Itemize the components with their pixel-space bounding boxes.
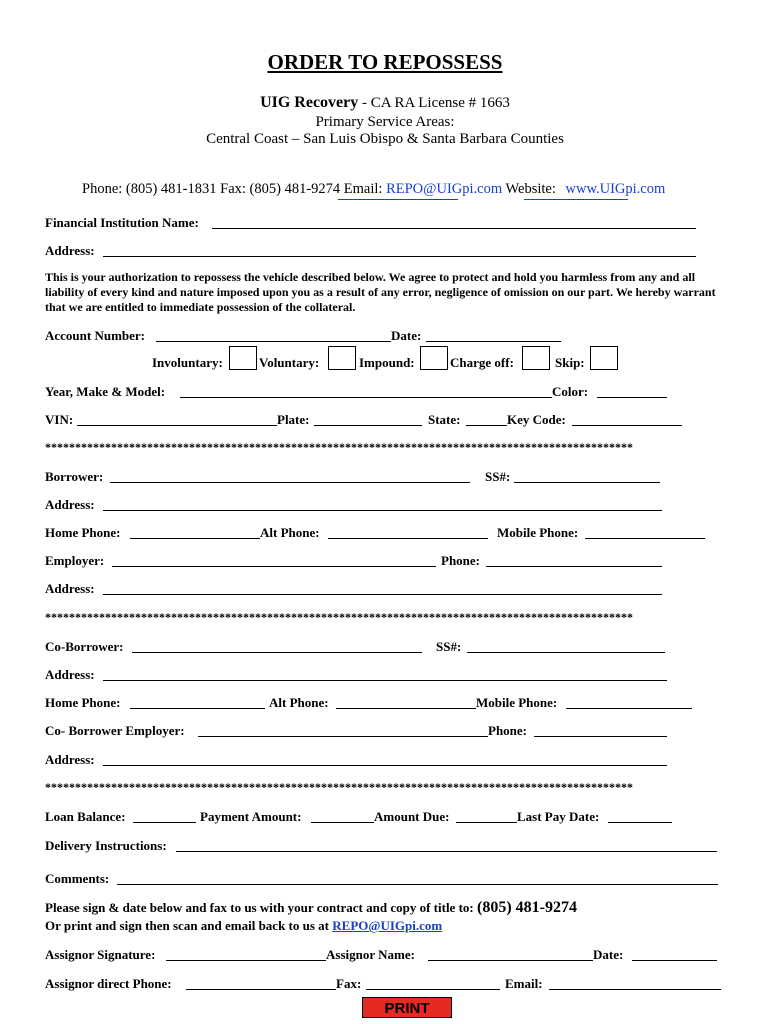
assignor-email-label: Email: bbox=[505, 976, 543, 991]
payment-amount-label: Payment Amount: bbox=[200, 809, 302, 824]
vin-label: VIN: bbox=[45, 412, 74, 427]
coborrower-mobile-phone-label: Mobile Phone: bbox=[476, 695, 558, 710]
closing-email-link[interactable]: REPO@UIGpi.com bbox=[332, 918, 443, 933]
institution-name-label: Financial Institution Name: bbox=[45, 215, 199, 230]
separator-1: ************************************************************************************************** bbox=[45, 440, 633, 454]
closing-instruction: Please sign & date below and fax to us with your contract and copy of title to: bbox=[45, 900, 474, 915]
charge-off-label: Charge off: bbox=[450, 355, 514, 370]
closing-fax-number: (805) 481-9274 bbox=[477, 899, 577, 916]
borrower-home-phone-field[interactable] bbox=[130, 538, 260, 539]
coborrower-ss-field[interactable] bbox=[467, 652, 665, 653]
account-number-label: Account Number: bbox=[45, 328, 146, 343]
phone-fax: Phone: (805) 481-1831 Fax: (805) 481-9274 bbox=[82, 181, 341, 197]
email-link[interactable]: REPO@UIGpi.com bbox=[386, 181, 503, 197]
skip-checkbox[interactable] bbox=[590, 346, 618, 370]
state-label: State: bbox=[428, 412, 461, 427]
voluntary-checkbox[interactable] bbox=[328, 346, 356, 370]
assignor-signature-field[interactable] bbox=[166, 960, 326, 961]
website-label: Website: bbox=[505, 181, 556, 197]
state-field[interactable] bbox=[466, 425, 507, 426]
coborrower-field[interactable] bbox=[132, 652, 422, 653]
service-areas: Central Coast – San Luis Obispo & Santa Barbara Counties bbox=[206, 131, 564, 147]
delivery-instructions-label: Delivery Instructions: bbox=[45, 838, 167, 853]
page-title: ORDER TO REPOSSESS bbox=[267, 50, 503, 74]
delivery-instructions-field[interactable] bbox=[176, 851, 717, 852]
institution-name-field[interactable] bbox=[212, 228, 696, 229]
borrower-employer-label: Employer: bbox=[45, 553, 105, 568]
coborrower-employer-phone-field[interactable] bbox=[534, 736, 667, 737]
borrower-employer-phone-field[interactable] bbox=[486, 566, 662, 567]
assignor-date-label: Date: bbox=[593, 947, 624, 962]
impound-checkbox[interactable] bbox=[420, 346, 448, 370]
color-label: Color: bbox=[552, 384, 589, 399]
email-label: Email: bbox=[343, 181, 383, 197]
email-underline bbox=[338, 199, 458, 200]
vin-field[interactable] bbox=[77, 425, 277, 426]
assignor-email-field[interactable] bbox=[549, 989, 721, 990]
key-code-field[interactable] bbox=[572, 425, 682, 426]
coborrower-ss-label: SS#: bbox=[436, 639, 462, 654]
company-name: UIG Recovery bbox=[260, 94, 359, 111]
last-pay-date-label: Last Pay Date: bbox=[517, 809, 600, 824]
account-date-field[interactable] bbox=[426, 341, 561, 342]
assignor-name-label: Assignor Name: bbox=[326, 947, 415, 962]
borrower-alt-phone-label: Alt Phone: bbox=[260, 525, 320, 540]
charge-off-checkbox[interactable] bbox=[522, 346, 550, 370]
print-button[interactable]: PRINT bbox=[362, 997, 452, 1018]
color-field[interactable] bbox=[597, 397, 667, 398]
borrower-mobile-phone-field[interactable] bbox=[585, 538, 705, 539]
borrower-field[interactable] bbox=[110, 482, 470, 483]
coborrower-mobile-phone-field[interactable] bbox=[566, 708, 692, 709]
borrower-alt-phone-field[interactable] bbox=[328, 538, 488, 539]
coborrower-alt-phone-label: Alt Phone: bbox=[269, 695, 329, 710]
borrower-mobile-phone-label: Mobile Phone: bbox=[497, 525, 579, 540]
coborrower-home-phone-label: Home Phone: bbox=[45, 695, 121, 710]
plate-field[interactable] bbox=[314, 425, 422, 426]
loan-balance-field[interactable] bbox=[133, 822, 196, 823]
company-line bbox=[0, 94, 770, 112]
impound-label: Impound: bbox=[359, 355, 415, 370]
ymm-label: Year, Make & Model: bbox=[45, 384, 166, 399]
involuntary-checkbox[interactable] bbox=[229, 346, 257, 370]
borrower-employer-address-label: Address: bbox=[45, 581, 95, 596]
comments-label: Comments: bbox=[45, 871, 110, 886]
coborrower-label: Co-Borrower: bbox=[45, 639, 124, 654]
assignor-date-field[interactable] bbox=[632, 960, 717, 961]
assignor-phone-label: Assignor direct Phone: bbox=[45, 976, 172, 991]
license-number: CA RA License # 1663 bbox=[370, 95, 510, 111]
voluntary-label: Voluntary: bbox=[259, 355, 320, 370]
involuntary-label: Involuntary: bbox=[152, 355, 223, 370]
skip-label: Skip: bbox=[555, 355, 585, 370]
coborrower-employer-address-field[interactable] bbox=[103, 765, 667, 766]
borrower-employer-address-field[interactable] bbox=[103, 594, 662, 595]
contact-line bbox=[82, 181, 665, 198]
coborrower-employer-address-label: Address: bbox=[45, 752, 95, 767]
borrower-ss-label: SS#: bbox=[485, 469, 511, 484]
coborrower-employer-field[interactable] bbox=[198, 736, 488, 737]
key-code-label: Key Code: bbox=[507, 412, 566, 427]
borrower-employer-field[interactable] bbox=[112, 566, 436, 567]
ymm-field[interactable] bbox=[180, 397, 552, 398]
website-underline bbox=[524, 199, 628, 200]
company-separator: - bbox=[358, 95, 371, 111]
institution-address-label: Address: bbox=[45, 243, 95, 258]
assignor-fax-field[interactable] bbox=[366, 989, 500, 990]
loan-balance-label: Loan Balance: bbox=[45, 809, 126, 824]
plate-label: Plate: bbox=[277, 412, 310, 427]
institution-address-field[interactable] bbox=[103, 256, 696, 257]
assignor-signature-label: Assignor Signature: bbox=[45, 947, 156, 962]
borrower-address-field[interactable] bbox=[103, 510, 662, 511]
payment-amount-field[interactable] bbox=[311, 822, 374, 823]
authorization-text: This is your authorization to repossess the vehicle described below. We agree to protect and hold you harmless from any and all liability of every kind and nature imposed upon you as a result of any error, negligence of omission on our part. We hereby warrant that we are entitled to immediate possession of the collateral. bbox=[45, 270, 716, 314]
closing-email-instruction: Or print and sign then scan and email back to us at bbox=[45, 918, 330, 933]
last-pay-date-field[interactable] bbox=[608, 822, 672, 823]
closing-line-1 bbox=[45, 899, 577, 917]
coborrower-alt-phone-field[interactable] bbox=[336, 708, 476, 709]
coborrower-employer-label: Co- Borrower Employer: bbox=[45, 723, 185, 738]
assignor-fax-label: Fax: bbox=[336, 976, 362, 991]
borrower-employer-phone-label: Phone: bbox=[441, 553, 480, 568]
comments-field[interactable] bbox=[117, 884, 718, 885]
coborrower-employer-phone-label: Phone: bbox=[488, 723, 527, 738]
borrower-address-label: Address: bbox=[45, 497, 95, 512]
account-date-label: Date: bbox=[391, 328, 422, 343]
borrower-ss-field[interactable] bbox=[514, 482, 660, 483]
service-heading: Primary Service Areas: bbox=[315, 114, 455, 130]
coborrower-home-phone-field[interactable] bbox=[130, 708, 265, 709]
account-number-field[interactable] bbox=[156, 341, 391, 342]
website-link[interactable]: www.UIGpi.com bbox=[565, 181, 666, 197]
closing-line-2 bbox=[45, 918, 442, 934]
coborrower-address-label: Address: bbox=[45, 667, 95, 682]
assignor-phone-field[interactable] bbox=[186, 989, 336, 990]
coborrower-address-field[interactable] bbox=[103, 680, 667, 681]
separator-3: ************************************************************************************************** bbox=[45, 780, 633, 794]
separator-2: ************************************************************************************************** bbox=[45, 610, 633, 624]
borrower-home-phone-label: Home Phone: bbox=[45, 525, 121, 540]
assignor-name-field[interactable] bbox=[428, 960, 593, 961]
amount-due-field[interactable] bbox=[456, 822, 517, 823]
borrower-label: Borrower: bbox=[45, 469, 104, 484]
amount-due-label: Amount Due: bbox=[374, 809, 450, 824]
